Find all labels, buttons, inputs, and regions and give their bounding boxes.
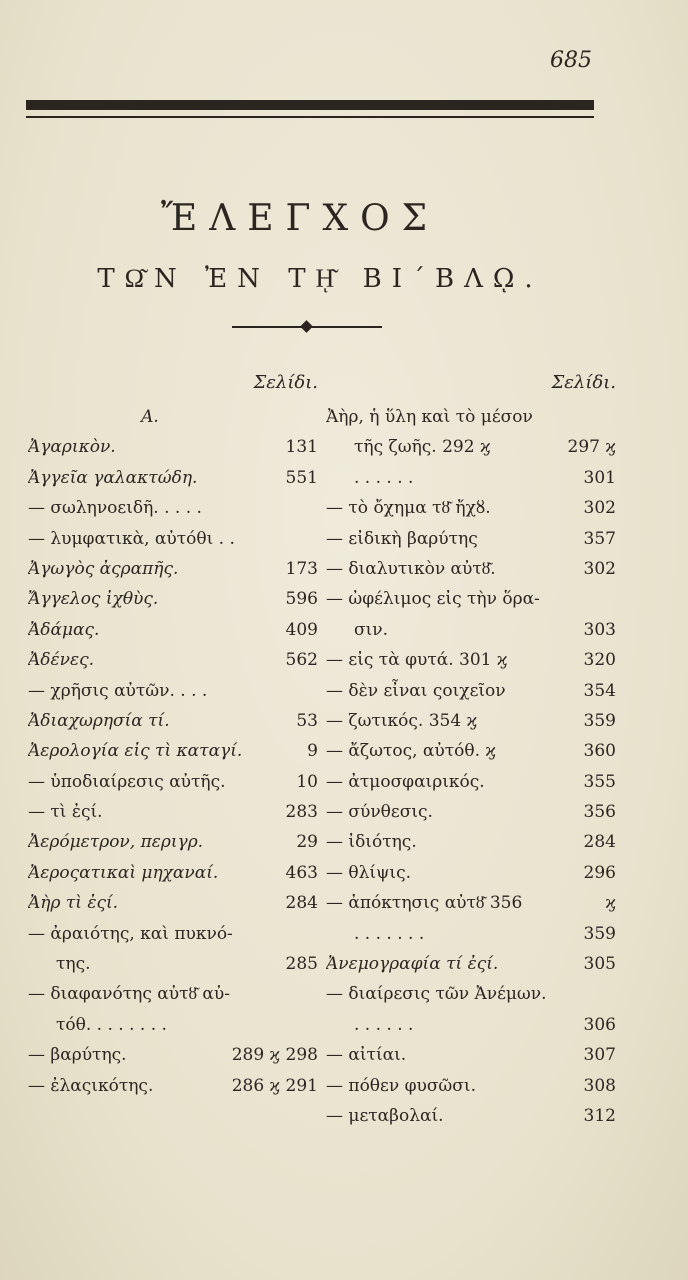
index-entry bbox=[28, 676, 318, 706]
entry-page-ref bbox=[610, 402, 616, 432]
index-title: ἜΛΕΓΧΟΣ bbox=[160, 198, 440, 239]
index-entry bbox=[326, 493, 616, 523]
index-entry bbox=[326, 767, 616, 797]
index-entry bbox=[28, 432, 318, 462]
entry-term: Ἀγαρικὸν. bbox=[28, 437, 116, 458]
entry-term: — διαίρεσις τῶν Ἀνέμων. bbox=[326, 984, 547, 1005]
entry-term: — δὲν εἶναι ςοιχεῖον bbox=[326, 680, 506, 701]
entry-term: της. bbox=[56, 954, 91, 975]
entry-term: — ἀτμοσφαιρικός. bbox=[326, 771, 485, 792]
index-entry bbox=[28, 493, 318, 523]
entry-page-ref: 596 bbox=[285, 589, 318, 610]
entry-page-ref: 357 bbox=[583, 528, 616, 549]
right-column bbox=[326, 372, 616, 1131]
entry-page-ref: 409 bbox=[285, 619, 318, 640]
index-entry bbox=[326, 463, 616, 493]
entry-page-ref bbox=[312, 676, 318, 706]
entry-page-ref: 289 ϗ 298 bbox=[231, 1045, 318, 1066]
index-entry bbox=[28, 919, 318, 949]
entry-page-ref bbox=[312, 919, 318, 949]
index-entry bbox=[28, 1071, 318, 1101]
index-entry bbox=[326, 584, 616, 614]
entry-page-ref: 312 bbox=[583, 1105, 616, 1126]
index-entry bbox=[28, 524, 318, 554]
entry-page-ref bbox=[312, 524, 318, 554]
entry-term: Ἀδιαχωρησία τί. bbox=[28, 710, 170, 731]
entry-page-ref: 284 bbox=[285, 893, 318, 914]
index-entry bbox=[326, 615, 616, 645]
entry-term: — ἰδιότης. bbox=[326, 832, 417, 853]
index-entry bbox=[28, 949, 318, 979]
index-entry bbox=[28, 827, 318, 857]
entry-term: — βαρύτης. bbox=[28, 1045, 127, 1066]
index-entry bbox=[326, 1040, 616, 1070]
entry-term: Ἀγωγὸς ἀςραπῆς. bbox=[28, 558, 179, 579]
entry-term: — πόθεν φυσῶσι. bbox=[326, 1075, 476, 1096]
entry-page-ref: 463 bbox=[285, 862, 318, 883]
entry-term: τόθ. . . . . . . . bbox=[56, 1014, 167, 1035]
entry-term: — τὸ ὄχημα τȣ͂ ἤχȣ. bbox=[326, 498, 491, 519]
entry-page-ref: 359 bbox=[583, 710, 616, 731]
entry-term: — ἐλαςικότης. bbox=[28, 1075, 154, 1096]
entry-page-ref: 296 bbox=[583, 862, 616, 883]
index-entry bbox=[28, 767, 318, 797]
entry-term: — εἰς τὰ φυτά. 301 ϗ bbox=[326, 650, 508, 671]
entry-page-ref: 562 bbox=[285, 650, 318, 671]
entry-page-ref bbox=[312, 493, 318, 523]
index-entry bbox=[326, 827, 616, 857]
entry-page-ref: 286 ϗ 291 bbox=[231, 1075, 318, 1096]
index-entry bbox=[28, 463, 318, 493]
entry-term: — μεταβολαί. bbox=[326, 1105, 444, 1126]
entry-page-ref: 283 bbox=[285, 802, 318, 823]
index-entry bbox=[326, 554, 616, 584]
index-entry bbox=[326, 402, 616, 432]
entry-page-ref: 356 bbox=[583, 802, 616, 823]
index-entry bbox=[326, 676, 616, 706]
entry-page-ref: 29 bbox=[296, 832, 318, 853]
entry-page-ref: 551 bbox=[285, 467, 318, 488]
entry-term: Ἀεροςατικαὶ μηχαναί. bbox=[28, 862, 219, 883]
entry-page-ref: ϗ bbox=[605, 893, 616, 914]
entry-page-ref bbox=[312, 402, 318, 432]
index-entry bbox=[28, 645, 318, 675]
entry-page-ref: 308 bbox=[583, 1075, 616, 1096]
entry-term: Ἀὴρ τὶ ἐςί. bbox=[28, 893, 119, 914]
entry-page-ref bbox=[312, 979, 318, 1009]
entry-term: — ἀραιότης, καὶ πυκνό- bbox=[28, 923, 233, 944]
index-entry bbox=[28, 584, 318, 614]
entry-term: — σωληνοειδῆ. . . . . bbox=[28, 498, 202, 519]
index-entry bbox=[28, 554, 318, 584]
index-entry bbox=[326, 736, 616, 766]
entry-page-ref: 359 bbox=[583, 923, 616, 944]
entry-term: Ἀγγεῖα γαλακτώδη. bbox=[28, 467, 198, 488]
header-rule-thick bbox=[26, 100, 594, 110]
entry-page-ref: 301 bbox=[583, 467, 616, 488]
entry-page-ref: 360 bbox=[583, 741, 616, 762]
index-entry bbox=[28, 888, 318, 918]
index-entry bbox=[326, 979, 616, 1009]
entry-page-ref: 307 bbox=[583, 1045, 616, 1066]
entry-term: — ὠφέλιμος εἰς τὴν ὅρα- bbox=[326, 589, 540, 610]
index-entry bbox=[28, 797, 318, 827]
entry-term: — σύνθεσις. bbox=[326, 802, 433, 823]
entry-term: — εἰδικὴ βαρύτης bbox=[326, 528, 478, 549]
entry-term: — διαφανότης αὐτȣ͂ αὐ- bbox=[28, 984, 230, 1005]
index-entry bbox=[326, 797, 616, 827]
entry-term: — διαλυτικὸν αὐτȣ͂. bbox=[326, 558, 496, 579]
entry-term: Ἀερόμετρον, περιγρ. bbox=[28, 832, 204, 853]
entry-term: — ἀπόκτησις αὐτȣ͂ 356 bbox=[326, 893, 523, 914]
index-entry bbox=[326, 1010, 616, 1040]
index-entry bbox=[28, 615, 318, 645]
index-entry bbox=[28, 736, 318, 766]
entry-page-ref: 173 bbox=[285, 558, 318, 579]
index-entry bbox=[28, 706, 318, 736]
index-entry bbox=[326, 888, 616, 918]
index-entry bbox=[28, 858, 318, 888]
entry-page-ref: 303 bbox=[583, 619, 616, 640]
entry-term: — τὶ ἐςί. bbox=[28, 802, 103, 823]
entry-page-ref: 131 bbox=[285, 437, 318, 458]
entry-page-ref: 10 bbox=[296, 771, 318, 792]
index-entry bbox=[326, 1101, 616, 1131]
index-entry bbox=[28, 1010, 318, 1040]
entry-term: . . . . . . bbox=[354, 1014, 414, 1035]
entry-page-ref: 302 bbox=[583, 558, 616, 579]
entry-page-ref: 302 bbox=[583, 498, 616, 519]
entry-term: — ζωτικός. 354 ϗ bbox=[326, 710, 478, 731]
entry-page-ref: 9 bbox=[307, 741, 318, 762]
entry-term: Ἀδένες. bbox=[28, 650, 95, 671]
right-column-header: Σελίδι. bbox=[551, 372, 616, 393]
ornament-diamond bbox=[300, 320, 313, 333]
index-entry bbox=[28, 979, 318, 1009]
index-entry bbox=[326, 706, 616, 736]
page-number: 685 bbox=[550, 48, 592, 73]
left-column-entries bbox=[28, 402, 318, 1101]
entry-page-ref: 284 bbox=[583, 832, 616, 853]
entry-term: Ἀνεμογραφία τί ἐςί. bbox=[326, 954, 499, 975]
entry-term: — ἄζωτος, αὐτόθ. ϗ bbox=[326, 741, 497, 762]
entry-term: — ὑποδιαίρεσις αὐτῆς. bbox=[28, 771, 226, 792]
entry-term: . . . . . . . bbox=[354, 923, 425, 944]
entry-term: Ἀερολογία εἰς τὶ καταγί. bbox=[28, 741, 243, 762]
entry-term: σιν. bbox=[354, 619, 389, 640]
index-entry bbox=[326, 1071, 616, 1101]
ornament-divider bbox=[232, 325, 382, 329]
index-entry bbox=[28, 1040, 318, 1070]
header-rule-thin bbox=[26, 116, 594, 118]
entry-page-ref: 354 bbox=[583, 680, 616, 701]
index-entry bbox=[326, 432, 616, 462]
entry-term: . . . . . . bbox=[354, 467, 414, 488]
entry-page-ref: 305 bbox=[583, 954, 616, 975]
entry-term: Ἀὴρ, ἡ ὕλη καὶ τὸ μέσον bbox=[326, 407, 533, 427]
entry-term: Ἀδάμας. bbox=[28, 619, 100, 640]
index-entry bbox=[28, 402, 318, 432]
entry-page-ref bbox=[312, 1010, 318, 1040]
index-entry bbox=[326, 645, 616, 675]
right-column-entries bbox=[326, 402, 616, 1131]
entry-term: Ἄγγελος ἰχθὺς. bbox=[28, 589, 159, 610]
entry-page-ref bbox=[610, 584, 616, 614]
entry-term: — λυμφατικὰ, αὐτόθι . . bbox=[28, 528, 235, 549]
entry-page-ref: 297 ϗ bbox=[567, 437, 616, 458]
entry-term: — αἰτίαι. bbox=[326, 1045, 407, 1066]
entry-term: — θλίψις. bbox=[326, 862, 411, 883]
index-entry bbox=[326, 919, 616, 949]
entry-term: — χρῆσις αὐτῶν. . . . bbox=[28, 680, 208, 701]
entry-page-ref: 355 bbox=[583, 771, 616, 792]
index-entry bbox=[326, 858, 616, 888]
index-entry bbox=[326, 949, 616, 979]
index-subtitle: ΤΩ͂Ν ἘΝ Τῌ͂ ΒΙ΄ΒΛῼ. bbox=[97, 264, 543, 294]
left-column-header: Σελίδι. bbox=[253, 372, 318, 393]
entry-page-ref bbox=[610, 979, 616, 1009]
entry-term: Α. bbox=[141, 407, 159, 427]
index-entry bbox=[326, 524, 616, 554]
entry-page-ref: 306 bbox=[583, 1014, 616, 1035]
left-column bbox=[28, 372, 318, 1101]
entry-term: τῆς ζωῆς. 292 ϗ bbox=[354, 437, 491, 458]
entry-page-ref: 320 bbox=[583, 650, 616, 671]
entry-page-ref: 53 bbox=[296, 710, 318, 731]
entry-page-ref: 285 bbox=[285, 954, 318, 975]
